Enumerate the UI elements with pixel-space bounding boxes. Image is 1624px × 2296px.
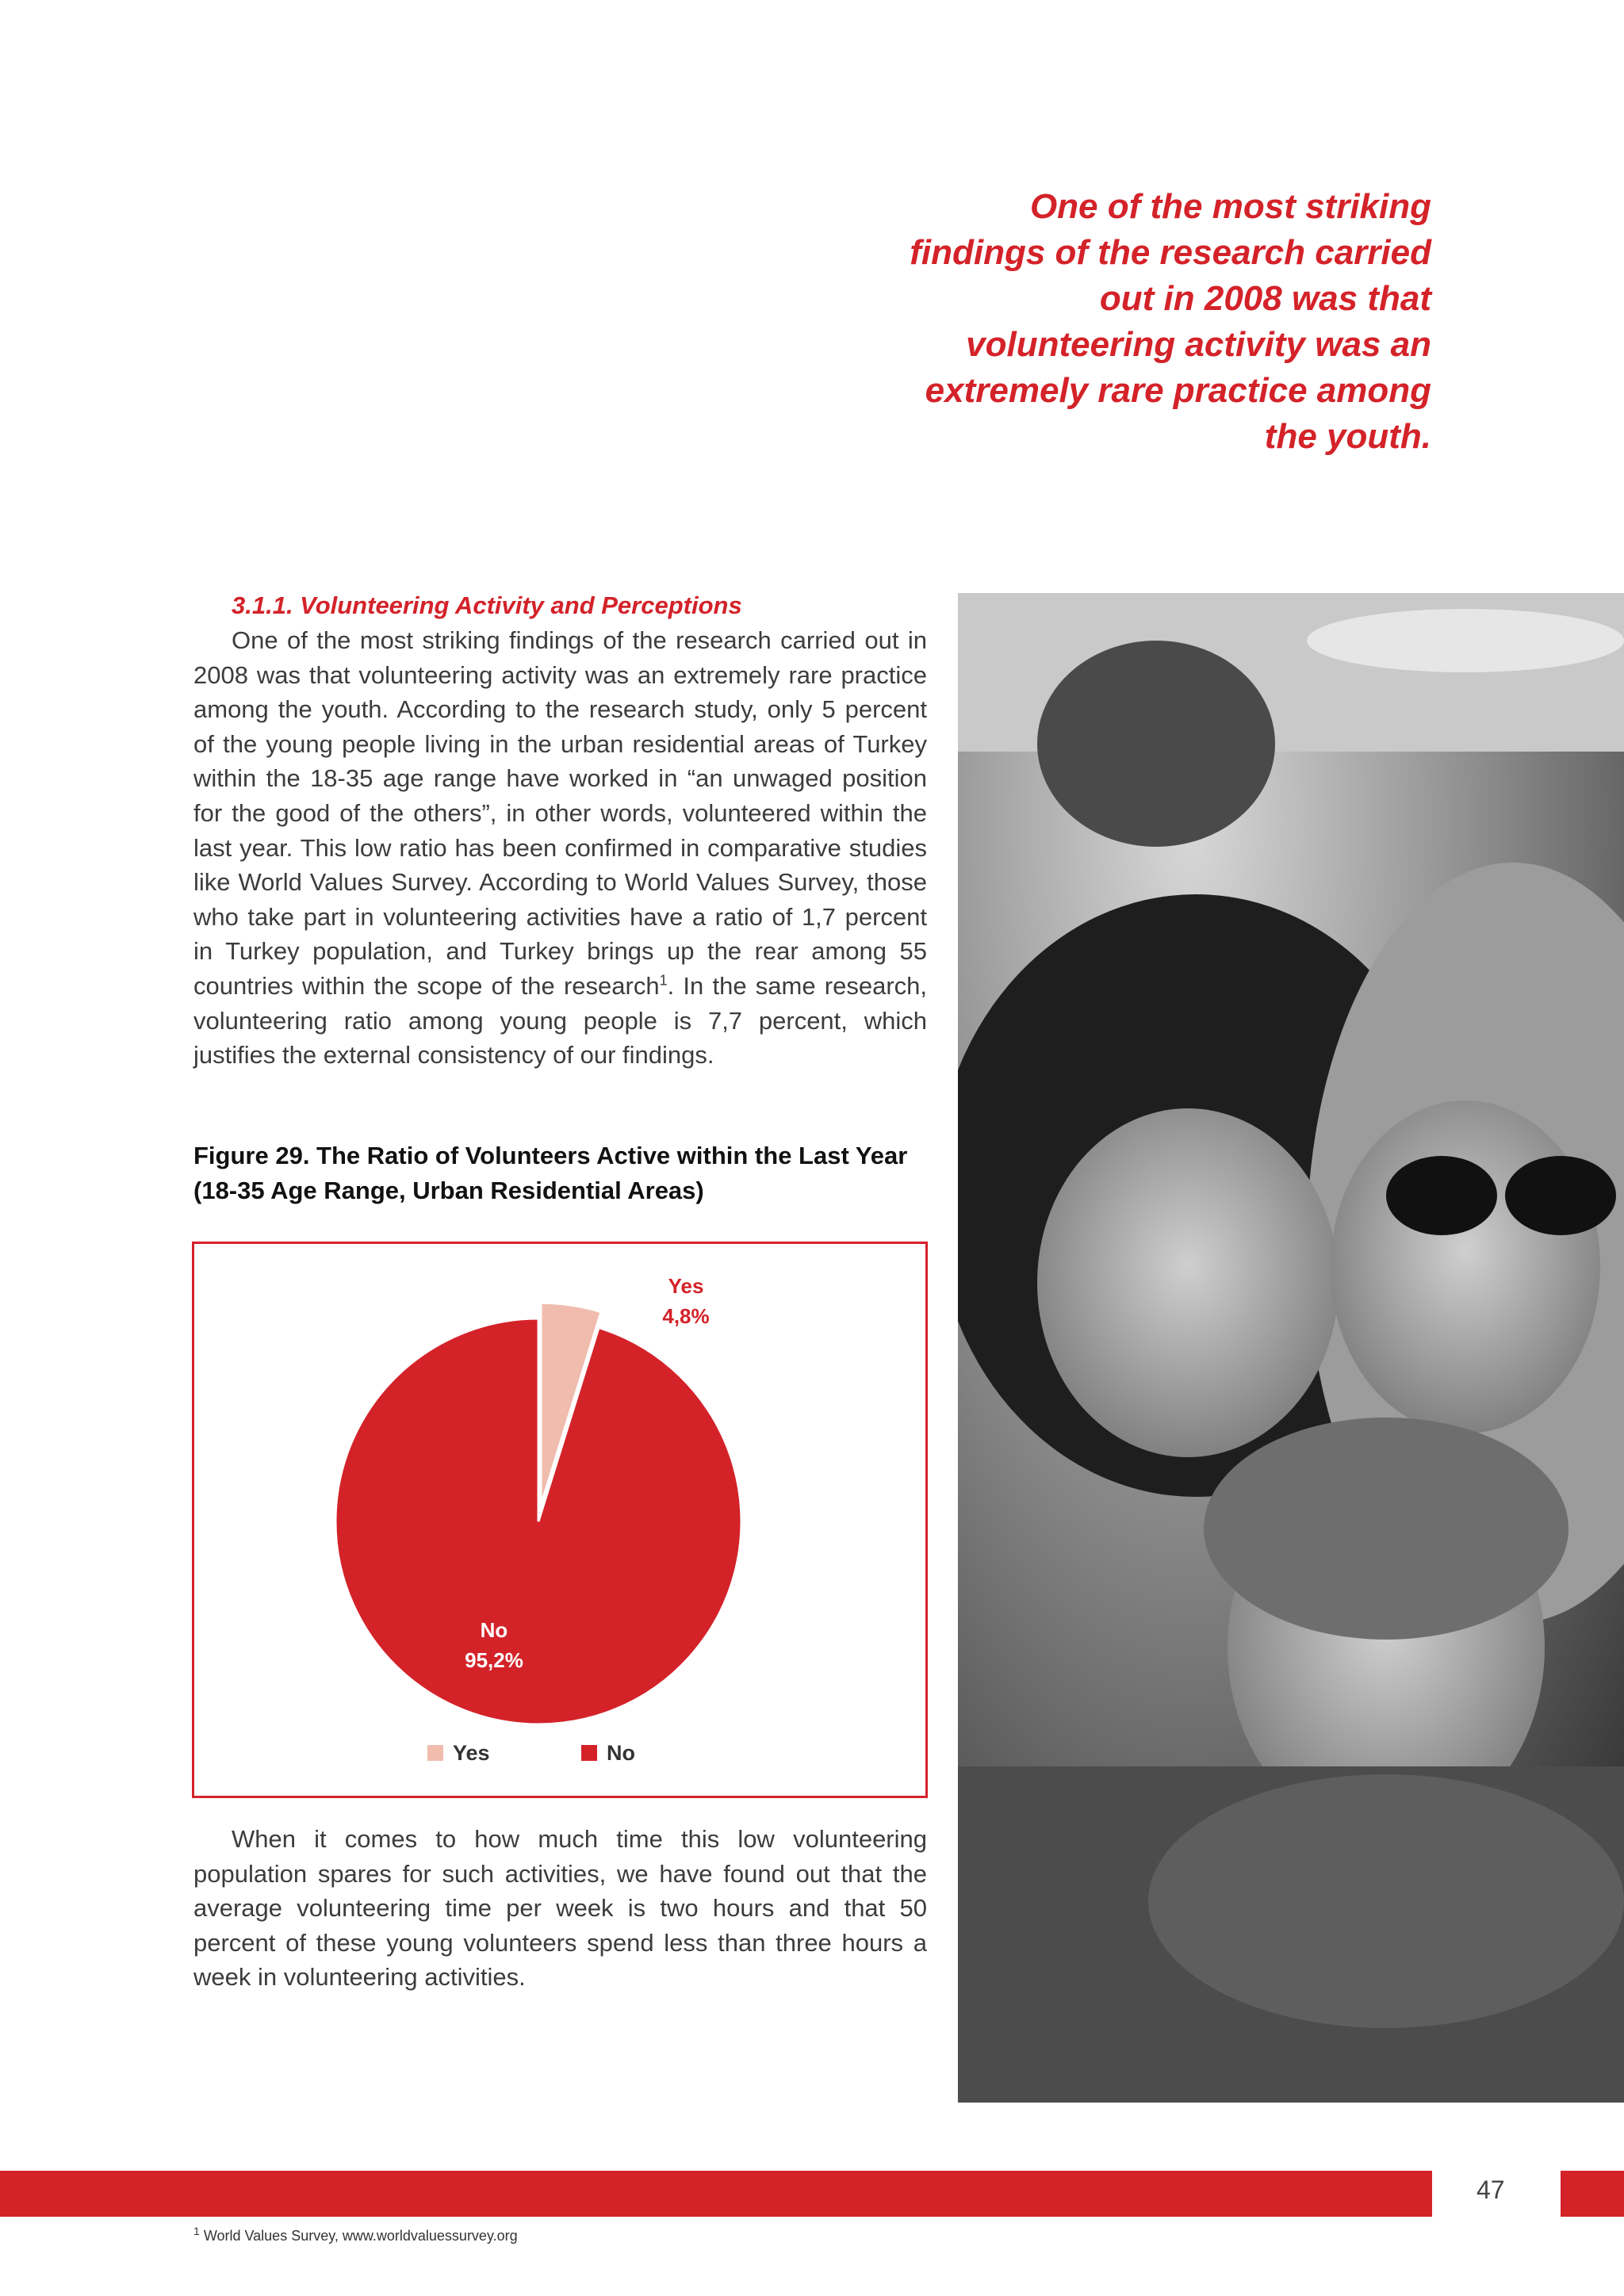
footnote-number: 1 (193, 2225, 200, 2237)
footnote (193, 2225, 518, 2244)
footer-bar-accent (1561, 2171, 1624, 2217)
figure-title-line: Figure 29. The Ratio of Volunteers Active within the Last Year (193, 1142, 908, 1169)
section-heading: 3.1.1. Volunteering Activity and Perceptions (232, 591, 742, 619)
body-paragraph-1 (193, 623, 927, 1073)
pie-label-category: Yes (668, 1274, 704, 1298)
pie-slice-no (335, 1318, 741, 1724)
legend-swatch-yes (427, 1745, 443, 1761)
footnote-ref: 1 (659, 972, 668, 989)
photo-young-women-and-girl-icon (958, 593, 1624, 2103)
paragraph-text: When it comes to how much time this low volunteering population spares for such activities, we have found out that the average volunteering time per week is two hours and that 50 percent of these young volunteers spend less than three hours a week in volunteering activities. (193, 1825, 927, 1992)
legend-label-yes: Yes (453, 1741, 490, 1765)
pie-chart-frame (192, 1242, 928, 1798)
pull-quote (841, 184, 1431, 460)
figure-title (193, 1138, 931, 1208)
pull-quote-line: extremely rare practice among (925, 371, 1431, 410)
footnote-text: World Values Survey, www.worldvaluessurvey.org (203, 2228, 518, 2244)
pull-quote-line: the youth. (1264, 417, 1431, 456)
paragraph-text: . In the same research, volunteering ratio among young people is 7,7 percent, which justifies the external consistency of our findings. (193, 971, 928, 1070)
footer-bar (0, 2171, 1432, 2217)
pull-quote-line: out in 2008 was that (1099, 279, 1431, 318)
pie-label-value: 4,8% (662, 1304, 710, 1328)
pull-quote-line: One of the most striking (1029, 187, 1431, 226)
pie-chart (194, 1244, 925, 1796)
figure-title-line: (18-35 Age Range, Urban Residential Areas) (193, 1177, 704, 1204)
page-number: 47 (1477, 2175, 1505, 2204)
body-paragraph-2 (193, 1822, 927, 1995)
pull-quote-line: volunteering activity was an (966, 325, 1431, 364)
pie-label-value: 95,2% (465, 1648, 523, 1672)
pie-label-category: No (480, 1618, 508, 1642)
photo (958, 593, 1624, 2103)
paragraph-text: One of the most striking findings of the research carried out in 2008 was that volunteering activity was an extremely rare practice among the youth. According to the research study, only 5 percent of the young people living in the urban residential areas of Turkey within the 18-35 age range have worked in “an unwaged position for the good of the others”, in other words, volunteered within the last year. This low ratio has been confirmed in comparative studies like World Values Survey. According to World Values Survey, those who take part in volunteering activities have a ratio of 1,7 percent in Turkey population, and Turkey brings up the rear among 55 countries within the scope of the research (193, 626, 927, 1000)
pull-quote-line: findings of the research carried (910, 233, 1431, 272)
legend-label-no: No (607, 1741, 635, 1765)
legend-swatch-no (581, 1745, 597, 1761)
